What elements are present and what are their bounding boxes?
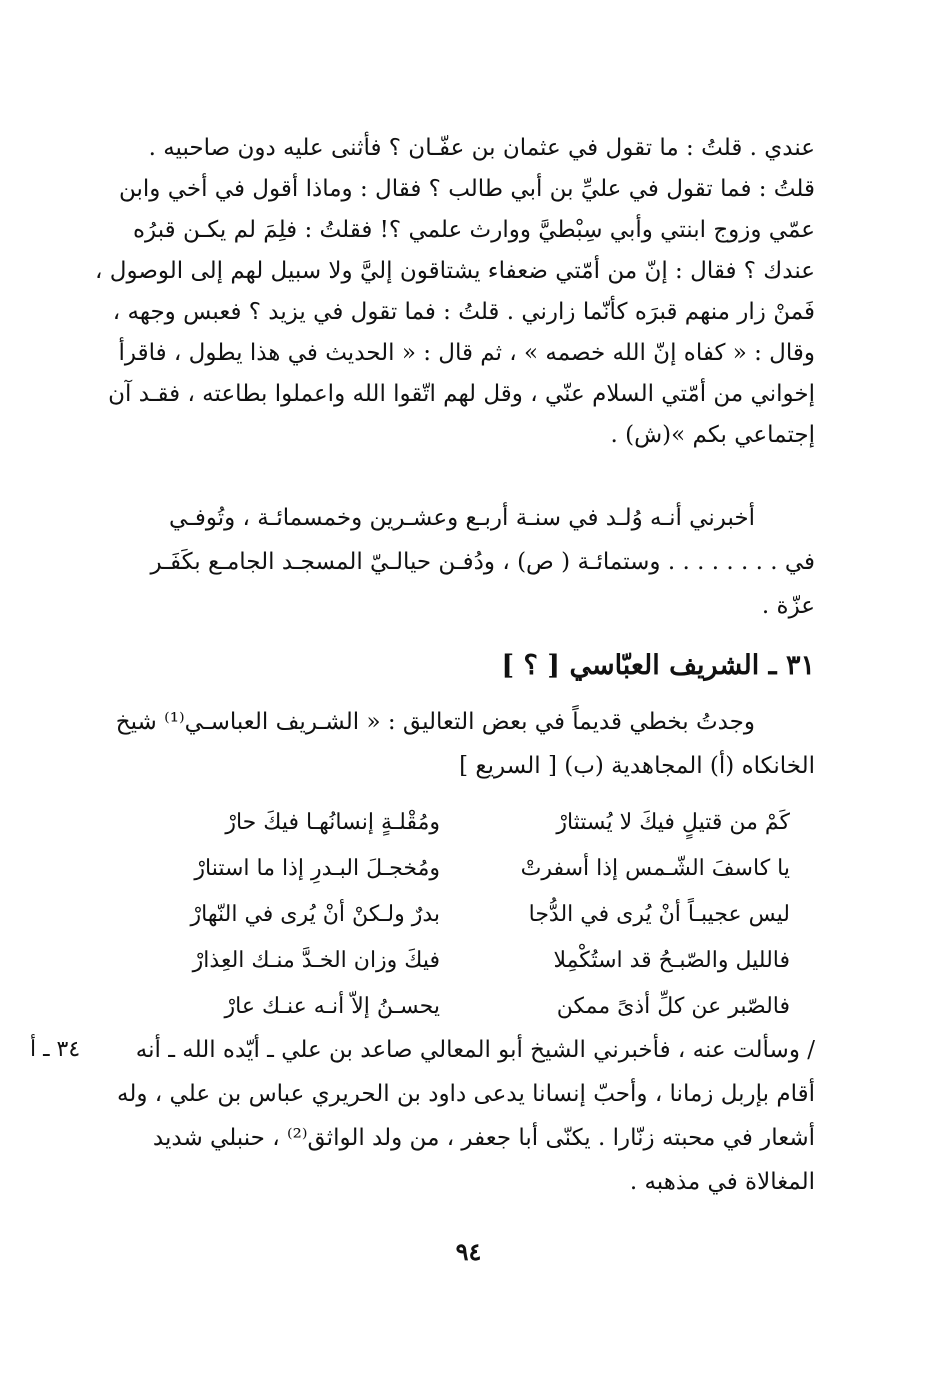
text-line: إخواني من أمّتي السلام عنّي ، وقل لهم اتّقوا الله واعملوا بطاعته ، فقـد آن xyxy=(108,381,815,407)
text-line: وجدتُ بخطي قديماً في بعض التعاليق : « الشـريف العباسـي⁽¹⁾ شيخ xyxy=(115,709,755,735)
page-number: ٩٤ xyxy=(455,1237,482,1266)
text-line: في . . . . . . . . وستمائـة ( ص) ، ودُفـن حيالـيّ المسجـد الجامـع بكَفَـر xyxy=(150,549,815,575)
text-line: فَمنْ زار منهم قبرَه كأنّما زارني . قلتُ : فما تقول في يزيد ؟ فعبس وجهه ، xyxy=(112,299,815,325)
text-line: قلتُ : فما تقول في عليِّ بن أبي طالب ؟ فقال : وماذا أقول في أخي وابن xyxy=(119,176,815,202)
text-line: عزّة . xyxy=(761,593,815,619)
verse-first-hemistich: كَمْ من قتيلٍ فيكَ لا يُستثارْ xyxy=(556,810,790,835)
text-line: وقال : « كفاه إنّ الله خصمه » ، ثم قال : « الحديث في هذا يطول ، فاقرأ xyxy=(118,340,815,366)
poem-verse xyxy=(110,800,790,846)
text-line: أشعار في محبته زنّارا . يكنّى أبا جعفر ، من ولد الواثق⁽²⁾ ، حنبلي شديد xyxy=(152,1125,815,1151)
verse-second-hemistich: ومُخجـلَ البـدرِ إذا ما استنارْ xyxy=(194,856,440,881)
text-line: عندك ؟ فقال : إنّ من أمّتي ضعفاء يشتاقون إليَّ ولا سبيل لهم إلى الوصول ، xyxy=(95,258,815,284)
verse-second-hemistich: بدرٌ ولـكنْ أنْ يُرى في النّهارْ xyxy=(190,902,440,927)
text-line: أخبرني أنـه وُلـد في سنـة أربـع وعشـرين وخمسمائـة ، وتُوفـي xyxy=(168,505,755,531)
verse-second-hemistich: فيكَ وزان الخـدَّ منـك العِذارْ xyxy=(192,948,440,973)
verse-first-hemistich: ليس عجيبـاً أنْ يُرى في الدُّجا xyxy=(528,902,790,927)
verse-first-hemistich: فالصّبر عن كلِّ أذىً ممكن xyxy=(556,994,790,1019)
verse-second-hemistich: يحسـنُ إلاّ أنـه عنـك عارْ xyxy=(224,994,440,1019)
verse-first-hemistich: يا كاسفَ الشّـمس إذا أسفرتْ xyxy=(520,856,790,881)
text-line: عمّي وزوج ابنتي وأبي سِبْطيَّ ووارث علمي ؟! فقلتُ : فلِمَ لم يكـن قبرُه xyxy=(132,217,815,243)
text-line: الخانكاه (أ) المجاهدية (ب) [ السريع ] xyxy=(459,753,815,779)
poem-verse xyxy=(110,892,790,938)
text-line: أقام بإربل زمانا ، وأحبّ إنسانا يدعى داود بن الحريري عباس بن علي ، وله xyxy=(117,1081,815,1107)
poem-verse xyxy=(110,938,790,984)
folio-marker: ٣٤ ـ أ xyxy=(30,1037,81,1062)
text-line: المغالاة في مذهبه . xyxy=(629,1169,815,1195)
text-line: إجتماعي بكم »(ش) . xyxy=(610,422,815,448)
poem-verse xyxy=(110,846,790,892)
poem xyxy=(110,800,790,1030)
section-heading: ٣١ ـ الشريف العبّاسي [ ؟ ] xyxy=(501,650,815,681)
verse-second-hemistich: ومُقْلـةٍ إنسانُهـا فيكَ حارْ xyxy=(225,810,440,835)
poem-verse xyxy=(110,984,790,1030)
verse-first-hemistich: فالليل والصّبـحُ قد استُكْمِلا xyxy=(553,948,790,973)
text-line: عندي . قلتُ : ما تقول في عثمان بن عفّـان ؟ فأثنى عليه دون صاحبيه . xyxy=(148,135,815,161)
text-line: / وسألت عنه ، فأخبرني الشيخ أبو المعالي صاعد بن علي ـ أيّده الله ـ أنه xyxy=(135,1037,815,1063)
